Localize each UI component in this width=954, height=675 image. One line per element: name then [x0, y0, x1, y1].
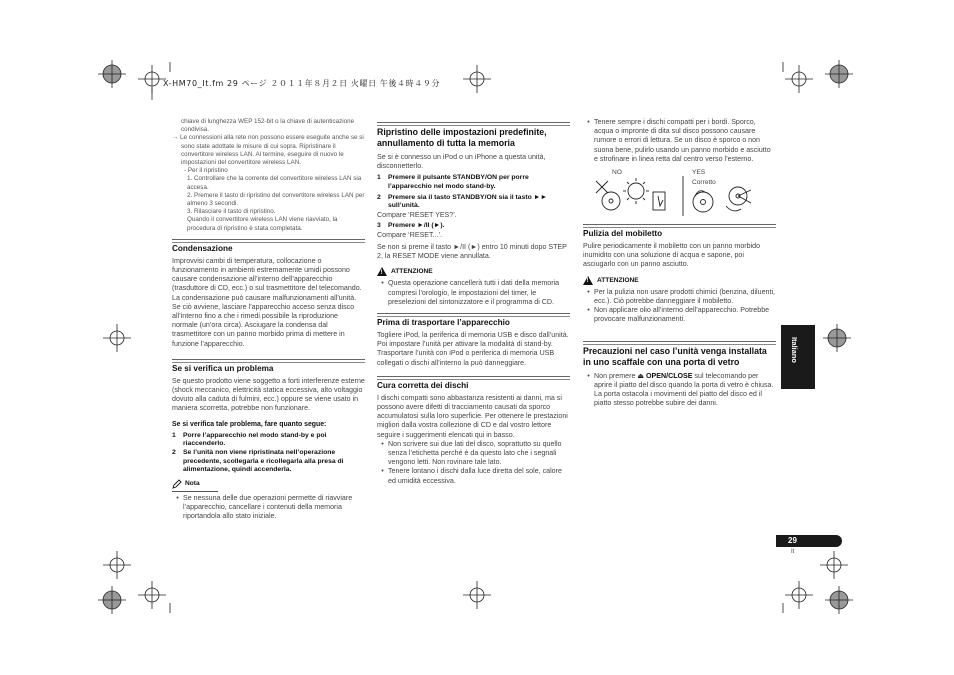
cura-heading: Cura corretta dei dischi	[377, 380, 469, 390]
step-text: Premere ►/II (►).	[388, 221, 445, 229]
attenzione-label: ATTENZIONE	[597, 276, 639, 284]
yes-label: YES	[692, 169, 706, 177]
open-close-button-label: OPEN/CLOSE	[646, 371, 693, 380]
cura-bullet-text: Non scrivere sui due lati del disco, soprattutto su quello senza l’etichetta perché è da questo lato che i segnali vengono letti. Non rovinare tale lato.	[388, 439, 562, 467]
pulizia-bullet-text: Non applicare olio all’interno dell’apparecchio. Potrebbe provocare malfunzionamenti.	[594, 306, 770, 324]
step-number: 2	[172, 449, 176, 457]
section-rule	[583, 341, 776, 342]
bullet-dot: •	[381, 439, 384, 448]
bullet-dot: •	[587, 371, 590, 380]
reset-step-4: Quando il convertitore wireless LAN viene riavviato, la procedura di ripristino è stata completata.	[187, 216, 338, 232]
pulizia-bullet-text: Per la pulizia non usare prodotti chimici (benzina, diluenti, ecc.). Ciò potrebbe danneggiare il mobiletto.	[594, 287, 775, 306]
step-number: 3	[377, 221, 381, 229]
attenzione-row	[583, 276, 776, 285]
section-rule-thin	[172, 362, 365, 363]
no-label: NO	[612, 169, 622, 177]
column-3	[583, 118, 776, 408]
step-number: 2	[377, 193, 381, 201]
cura-bullet-1	[377, 440, 570, 468]
intro-line-1: chiave di lunghezza WEP 152-bit o la chiave di autenticazione	[181, 118, 355, 125]
pulizia-heading: Pulizia del mobiletto	[583, 229, 663, 239]
warning-icon: !	[583, 276, 593, 285]
attenzione-bullet	[377, 279, 570, 307]
file-header: X-HM70_It.fm 29 ページ ２０１１年８月２日 火曜日 午後４時４９分	[163, 79, 441, 88]
problema-heading: Se si verifica un problema	[172, 363, 274, 373]
note-rule	[172, 491, 218, 492]
section-rule-thin	[377, 316, 570, 317]
reset-step-1: 1. Controllare che la corrente del convertitore wireless LAN sia accesa.	[187, 175, 362, 191]
section-rule-thin	[377, 379, 570, 380]
condensazione-heading: Condensazione	[172, 243, 233, 253]
language-side-tab	[781, 325, 815, 389]
attenzione-row	[377, 267, 570, 276]
disc-handling-drawings	[583, 176, 758, 218]
vetro-bullet-body	[594, 372, 776, 409]
column-2	[377, 122, 570, 486]
note-label: Nota	[185, 480, 200, 488]
vetro-heading: Precauzioni nel caso l’unità venga installata in uno scaffale con una porta di vetro	[583, 345, 767, 367]
section-rule-thin	[172, 242, 365, 243]
intro-line-2: condivisa.	[181, 126, 210, 134]
column-1	[172, 118, 365, 521]
bullet-dot: •	[381, 279, 384, 288]
cura-bullet-2	[377, 467, 570, 485]
language-tab-label: Italiano	[790, 337, 799, 363]
step-number: 1	[172, 431, 176, 439]
warning-icon: !	[377, 267, 387, 276]
cura-bullet-text: Tenere sempre i dischi compatti per i bordi. Sporco, acqua o impronte di dita sul disco possono causare rumore o errori di lettura. Se un disco è sporco o non suona bene, pulirlo usando un panno morbido e asciutto e strofinare in linea retta dal centro verso l’esterno.	[594, 118, 771, 163]
bullet-dot: •	[587, 287, 590, 296]
cura-bullet-3	[583, 118, 776, 164]
attenzione-text: Questa operazione cancellerà tutti i dati della memoria compresi l’orologio, le impostazioni del timer, le preselezioni del sintonizzatore e il programma di CD.	[388, 279, 560, 306]
trasporto-heading: Prima di trasportare l’apparecchio	[377, 318, 510, 327]
trasporto-text: Togliere iPod, la periferica di memoria USB e disco dall’unità. Poi impostare l’unità per attivare la modalità di stand-by. Trasportare l’unità con iPod o periferica di memoria USB collegati o dischi all’interno la può danneggiare.	[377, 331, 569, 367]
bullet-dot: •	[381, 467, 384, 476]
note-pencil-icon	[172, 479, 183, 489]
pulizia-text: Pulire periodicamente il mobiletto con un panno morbido inumidito con una soluzione di acqua e sapone, poi asciugarlo con un panno asciutto.	[583, 242, 761, 269]
disc-icon-1	[602, 192, 620, 210]
step-number: 1	[377, 174, 381, 182]
note-bullet	[172, 494, 365, 522]
vetro-pre-text: Non premere	[594, 371, 636, 380]
reset-title: - Per il ripristino	[184, 167, 228, 175]
problema-text: Se questo prodotto viene soggetto a forti interferenze esterne (shock meccanico, elettricità statica eccessiva, alto voltaggio dovuto alla caduta di fulmini, ecc.) oppure se viene usato in maniera scorretta, potrebbe non funzionare.	[172, 376, 365, 413]
bullet-dot: •	[176, 493, 179, 502]
vetro-bullet	[583, 372, 776, 409]
section-rule	[377, 313, 570, 314]
section-rule	[583, 224, 776, 225]
vetro-text: sul telecomando per aprire il piatto del disco quando la porta di vetro è chiusa. La porta ostacola i movimenti del piatto del disco ed il piatto stesso potrebbe subire dei danni.	[594, 371, 774, 408]
section-rule	[377, 376, 570, 377]
step-text: Porre l’apparecchio nel modo stand-by e poi riaccenderlo.	[183, 431, 327, 448]
correct-label: Corretto	[692, 179, 716, 187]
ripristino-heading: Ripristino delle impostazioni predefinite, annullamento di tutta la memoria	[377, 127, 547, 148]
bullet-dot: •	[587, 306, 590, 315]
section-rule-thin	[377, 125, 570, 126]
page-language-code: It	[791, 549, 795, 555]
pulizia-bullet-2	[583, 306, 776, 324]
section-rule-thin	[583, 344, 776, 345]
note-label-row	[172, 479, 365, 489]
problema-subheading: Se si verifica tale problema, fare quanto segue:	[172, 420, 327, 428]
note-text: Se nessuna delle due operazioni permette di riavviare l’apparecchio, cancellare i contenuti della memoria riportandola allo stato iniziale.	[183, 493, 353, 521]
section-rule	[377, 122, 570, 123]
ripristino-step-3	[377, 222, 570, 231]
ripristino-step-3-result: Compare ‘RESET...’.	[377, 230, 443, 239]
ripristino-step-1	[377, 174, 570, 191]
cura-text: I dischi compatti sono abbastanza resistenti ai danni, ma si possono avere difetti di tracciamento causati da sporco accumulatosi sulla loro superficie. Per ottenere le prestazioni migliori dalla vostra collezione di CD e dal vostro lettore seguire i suggerimenti elencati qui in basso.	[377, 393, 568, 439]
step-text: Premere il pulsante STANDBY/ON per porre l’apparecchio nel modo stand-by.	[388, 174, 529, 190]
disc-illustration	[583, 168, 776, 220]
eject-icon: ⏏	[637, 372, 645, 380]
ripristino-step-2	[377, 194, 570, 211]
cura-bullet-text: Tenere lontano i dischi dalla luce diretta del sole, calore ed umidità eccessiva.	[388, 467, 562, 485]
section-rule-thin	[583, 227, 776, 228]
attenzione-label: ATTENZIONE	[391, 268, 433, 276]
ripristino-text-2: Se non si preme il tasto ►/II (►) entro 10 minuti dopo STEP 2, la RESET MODE viene annullata.	[377, 242, 567, 260]
bullet-dot: •	[587, 118, 590, 126]
section-rule	[172, 239, 365, 240]
step-text: Se l’unità non viene ripristinata nell’operazione precedente, scollegarla e ricollegarla alla presa di alimentazione, quindi accenderla.	[183, 449, 344, 474]
page-number: 29	[776, 535, 842, 547]
pulizia-bullet-1	[583, 288, 776, 306]
condensazione-text: Improvvisi cambi di temperatura, collocazione o funzionamento in ambienti estremamente umidi possono causare condensazione all’interno dell’apparecchio (trasduttore di CD, ecc.) o sul trasmettitore del telecomando. La condensazione può causare malfunzionamenti all’unità. Se ciò avviene, lasciare l’apparecchio acceso senza disco all’interno fino a che i rimedi possibile la riproduzione normale (un’ora circa). Asciugare la condensa dal trasmettitore con un panno morbido prima di mettere in funzione l’apparecchio.	[172, 256, 362, 348]
sun-icon	[628, 183, 644, 199]
reset-step-3: 3. Rilasciare il tasto di ripristino.	[187, 208, 276, 216]
reset-step-2: 2. Premere il tasto di ripristino del convertitore wireless LAN per almeno 3 secondi.	[187, 191, 365, 208]
step-text: Premere sia il tasto STANDBY/ON sia il tasto ►► sull’unità.	[388, 193, 548, 210]
section-rule	[172, 359, 365, 360]
problema-step-1	[172, 432, 365, 449]
problema-step-2	[172, 449, 365, 475]
arrow-note: → Le connessioni alla rete non possono essere eseguite anche se si sono state adottate le misure di cui sopra. Ripristinare il convertitore wireless LAN. Al termine, eseguire di nuovo le impostazioni del convertitore wireless LAN.	[172, 134, 364, 167]
ripristino-step-2-result: Compare ‘RESET YES?’.	[377, 210, 457, 219]
ripristino-text: Se si è connesso un iPod o un iPhone a questa unità, disconnetterlo.	[377, 153, 546, 171]
